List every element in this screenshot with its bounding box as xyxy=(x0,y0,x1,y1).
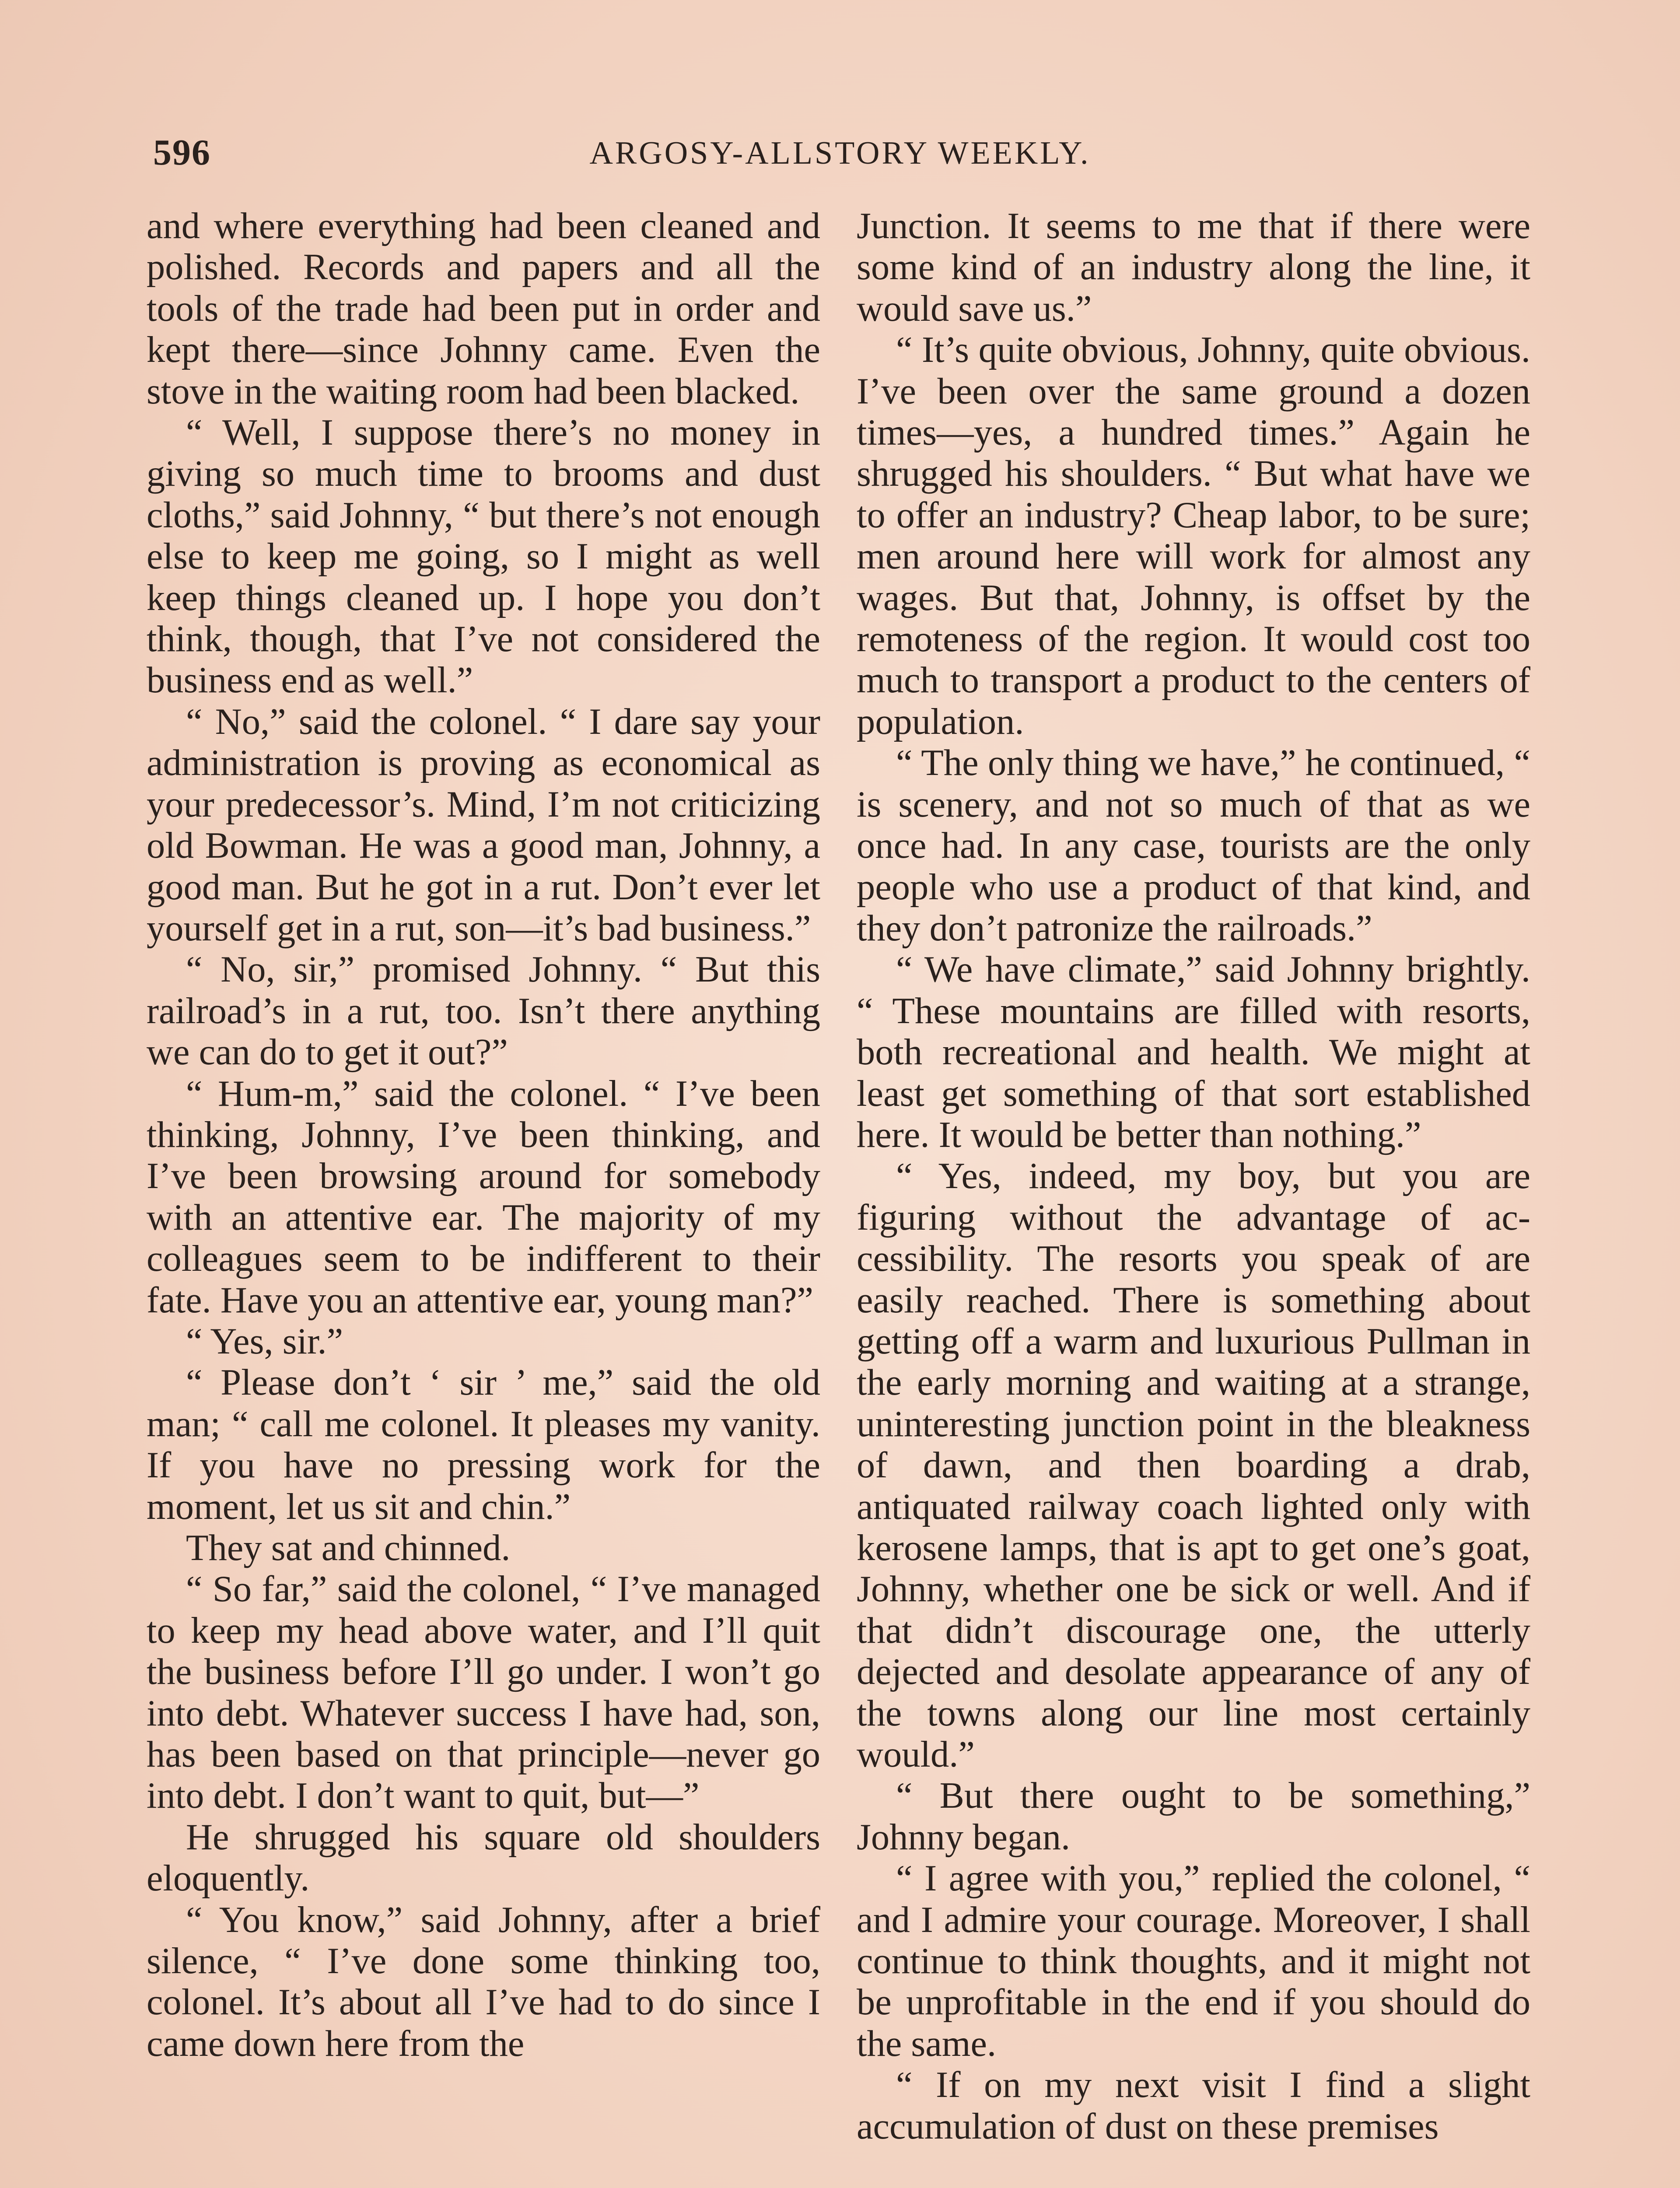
page-header xyxy=(149,131,1531,184)
paragraph: “ You know,” said Johnny, after a brief silence, “ I’ve done some thinking too, colonel. It’s about all I’ve had to do since I came down here from the xyxy=(147,1899,820,2064)
left-column xyxy=(147,206,820,2188)
paragraph: “ Yes, sir.” xyxy=(186,1321,343,1362)
paragraph: “ No, sir,” promised Johnny. “ But this railroad’s in a rut, too. Isn’t there anything we can do to get it out?” xyxy=(147,949,820,1073)
paragraph: He shrugged his square old shoulders eloquently. xyxy=(147,1816,820,1899)
paragraph: “ Well, I suppose there’s no money in giving so much time to brooms and dust cloths,” said Johnny, “ but there’s not enough else to keep me going, so I might as well keep things cleaned up. I hope you don’t think, though, that I’ve not considered the business end as well.” xyxy=(147,412,820,701)
paragraph: “ Hum-m,” said the colonel. “ I’ve been thinking, Johnny, I’ve been thinking, and I’ve been browsing around for somebody with an attentive ear. The majority of my colleagues seem to be indifferent to their fate. Have you an attentive ear, young man?” xyxy=(147,1073,820,1321)
right-column xyxy=(857,206,1530,2188)
paragraph: “ If on my next visit I find a slight accumulation of dust on these premises xyxy=(857,2065,1530,2147)
paragraph: “ The only thing we have,” he continued, “ is scenery, and not so much of that as we once had. In any case, tourists are the only people who use a product of that kind, and they don’t patronize the railroads.” xyxy=(857,743,1530,949)
paragraph: They sat and chinned. xyxy=(186,1528,511,1568)
page-number: 596 xyxy=(153,132,211,173)
paragraph: “ No,” said the colonel. “ I dare say your administration is proving as economical as your predecessor’s. Mind, I’m not criticizing old Bowman. He was a good man, Johnny, a good man. But he got in a rut. Don’t ever let yourself get in a rut, son—it’s bad business.” xyxy=(147,701,820,949)
running-head: ARGOSY-ALLSTORY WEEKLY. xyxy=(589,135,1091,171)
paragraph: “ It’s quite obvious, Johnny, quite obvious. I’ve been over the same ground a dozen times—yes, a hundred times.” Again he shrugged his shoulders. “ But what have we to offer an industry? Cheap labor, to be sure; men around here will work for almost any wages. But that, Johnny, is offset by the remoteness of the region. It would cost too much to transport a product to the centers of population. xyxy=(857,330,1530,742)
paragraph: “ Yes, indeed, my boy, but you are figuring without the advantage of accessibility. The resorts you speak of are easily reached. There is something about getting off a warm and luxurious Pullman in the early morning and waiting at a strange, uninteresting junction point in the bleakness of dawn, and then boarding a drab, antiquated railway coach lighted only with kerosene lamps, that is apt to get one’s goat, Johnny, whether one be sick or well. And if that didn’t discourage one, the utterly dejected and desolate appearance of any of the towns along our line most certainly would.” xyxy=(857,1156,1530,1775)
paragraph: “ We have climate,” said Johnny brightly. “ These mountains are filled with resorts, both recreational and health. We might at least get something of that sort established here. It would be better than nothing.” xyxy=(857,949,1530,1155)
paragraph: “ Please don’t ‘ sir ’ me,” said the old man; “ call me colonel. It pleases my vanity. If you have no pressing work for the moment, let us sit and chin.” xyxy=(147,1362,820,1527)
paragraph: “ But there ought to be something,” Johnny began. xyxy=(857,1775,1530,1858)
paragraph: “ I agree with you,” replied the colonel, “ and I admire your courage. Moreover, I shall continue to think thoughts, and it might not be unprofitable in the end if you should do the same. xyxy=(857,1858,1530,2064)
paragraph: and where everything had been cleaned and polished. Records and papers and all the tools of the trade had been put in order and kept there—since Johnny came. Even the stove in the waiting room had been blacked. xyxy=(147,206,820,412)
paragraph: Junction. It seems to me that if there were some kind of an industry along the line, it would save us.” xyxy=(857,206,1530,329)
paragraph: “ So far,” said the colonel, “ I’ve managed to keep my head above water, and I’ll quit the business before I’ll go under. I won’t go into debt. Whatever success I have had, son, has been based on that principle—never go into debt. I don’t want to quit, but—” xyxy=(147,1569,820,1816)
